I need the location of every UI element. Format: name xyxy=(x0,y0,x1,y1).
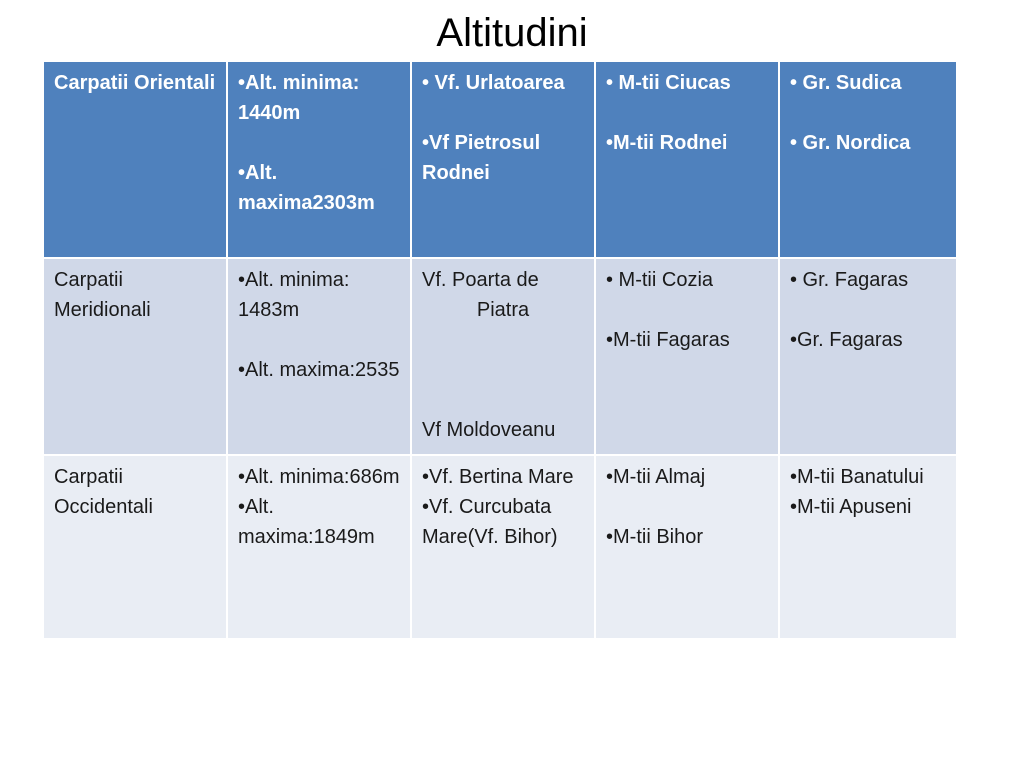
group-item: • Gr. Nordica xyxy=(790,132,911,154)
region-label: Carpatii Orientali xyxy=(54,72,216,94)
mountain-item: • M-tii Cozia xyxy=(606,269,714,291)
region-label: Carpatii Occidentali xyxy=(54,466,153,518)
table-row-orientali xyxy=(43,61,957,258)
alt-min: •Alt. minima: 1440m xyxy=(238,72,366,124)
alt-min: •Alt. minima: 1483m xyxy=(238,269,356,321)
groups-cell xyxy=(779,61,957,258)
group-item: • Gr. Sudica xyxy=(790,72,902,94)
mountains-cell xyxy=(595,455,779,639)
alt-max: •Alt. maxima:1849m xyxy=(238,496,375,548)
alt-max: •Alt. maxima:2535 xyxy=(238,359,400,381)
peak-item: •Vf Pietrosul Rodnei xyxy=(422,132,546,184)
group-item: •M-tii Banatului xyxy=(790,466,924,488)
slide-title: Altitudini xyxy=(436,11,588,55)
altitude-table xyxy=(42,60,958,640)
group-item: •Gr. Fagaras xyxy=(790,329,903,351)
peaks-cell xyxy=(411,455,595,639)
mountain-item: • M-tii Ciucas xyxy=(606,72,731,94)
mountain-item: •M-tii Fagaras xyxy=(606,329,730,351)
table-row-occidentali xyxy=(43,455,957,639)
peak-item: •Vf. Bertina Mare xyxy=(422,466,574,488)
alt-max: •Alt. maxima2303m xyxy=(238,162,375,214)
group-item: •M-tii Apuseni xyxy=(790,496,912,518)
mountain-item: •M-tii Rodnei xyxy=(606,132,728,154)
peak-item: • Vf. Urlatoarea xyxy=(422,72,565,94)
peak-item-continued: Piatra xyxy=(476,299,530,321)
peak-item: Vf. Poarta de xyxy=(422,269,539,291)
mountain-item: •M-tii Bihor xyxy=(606,526,704,548)
altitude-cell xyxy=(227,61,411,258)
alt-min: •Alt. minima:686m xyxy=(238,466,400,488)
peak-item: Vf Moldoveanu xyxy=(422,419,556,441)
peaks-cell xyxy=(411,258,595,455)
region-cell xyxy=(43,61,227,258)
altitude-cell xyxy=(227,455,411,639)
region-cell xyxy=(43,455,227,639)
table-row-meridionali xyxy=(43,258,957,455)
region-label: Carpatii Meridionali xyxy=(54,269,151,321)
groups-cell xyxy=(779,258,957,455)
mountains-cell xyxy=(595,61,779,258)
peak-item: •Vf. Curcubata Mare(Vf. Bihor) xyxy=(422,496,558,548)
altitude-cell xyxy=(227,258,411,455)
peaks-cell xyxy=(411,61,595,258)
mountain-item: •M-tii Almaj xyxy=(606,466,706,488)
mountains-cell xyxy=(595,258,779,455)
groups-cell xyxy=(779,455,957,639)
group-item: • Gr. Fagaras xyxy=(790,269,909,291)
region-cell xyxy=(43,258,227,455)
